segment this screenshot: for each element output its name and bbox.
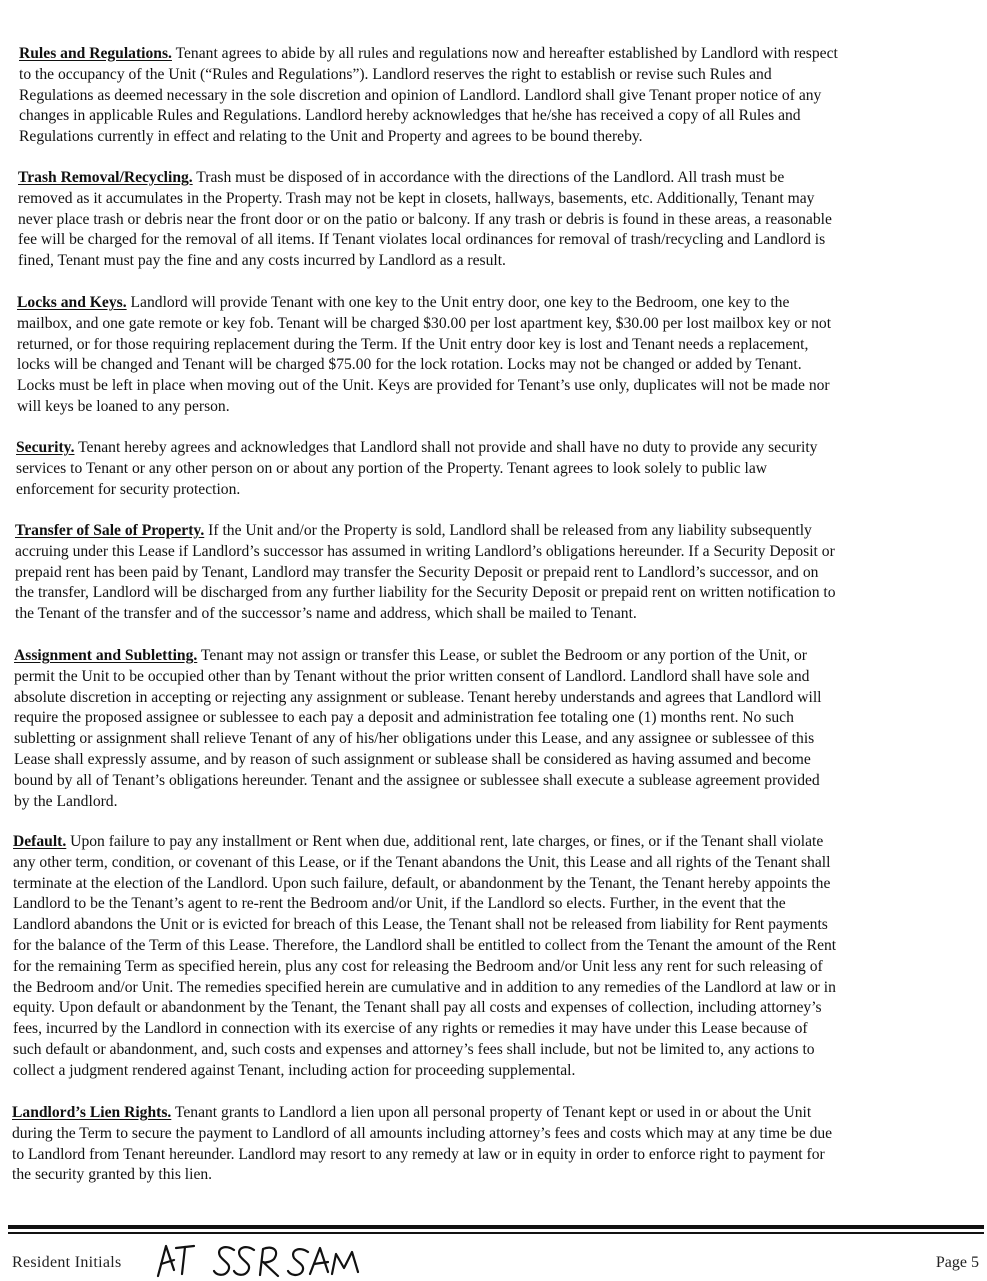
- paragraph-text: Upon failure to pay any installment or Rent when due, additional rent, late charges, or fines, or if the Tenant shall violate: [66, 833, 824, 850]
- paragraph-line: the security granted by this lien.: [12, 1166, 213, 1184]
- paragraph-line: absolute discretion in accepting or rejecting any assignment or sublease. Tenant hereby understands and agrees that Landlord will: [14, 688, 822, 706]
- footer-divider-thin: [8, 1232, 984, 1234]
- section-heading: Default.: [13, 833, 67, 850]
- paragraph-text: Tenant agrees to abide by all rules and regulations now and hereafter established by Landlord with respect: [171, 45, 838, 62]
- section-heading: Locks and Keys.: [17, 294, 127, 311]
- section-heading: Rules and Regulations.: [19, 45, 172, 62]
- paragraph-line: subletting or assignment shall relieve Tenant of any of his/her obligations under this Lease, and any assignee or sublessee of this: [14, 730, 815, 748]
- paragraph-line: Locks must be left in place when moving out of the Unit. Keys are provided for Tenant’s use only, duplicates will not be made nor: [17, 377, 830, 395]
- page-number: Page 5: [935, 1254, 979, 1271]
- paragraph-line: the Tenant of the transfer and of the successor’s name and address, which shall be mailed to Tenant.: [15, 605, 637, 623]
- paragraph-line: fees, incurred by the Landlord in connection with its exercise of any rights or remedies it may have under this Lease because of: [13, 1020, 808, 1038]
- paragraph-line: during the Term to secure the payment to Landlord of all amounts including attorney’s fees and costs which may at any time be due: [12, 1124, 833, 1142]
- section-default: [13, 832, 836, 1082]
- paragraph-line: to the occupancy of the Unit (“Rules and Regulations”). Landlord reserves the right to establish or revise such Rules and: [19, 65, 772, 83]
- paragraph-line: Regulations as deemed necessary in the sole discretion and opinion of Landlord. Landlord shall give Tenant proper notice of any: [19, 86, 822, 104]
- paragraph-line: prepaid rent has been paid by Tenant, Landlord may transfer the Security Deposit or prepaid rent to Landlord’s successor, and on: [15, 563, 819, 581]
- section-first-line: [17, 293, 831, 314]
- paragraph-line: the Bedroom and/or Unit. The remedies specified herein are cumulative and in addition to any remedies of the Landlord at law or in: [13, 978, 836, 996]
- paragraph-text: Trash must be disposed of in accordance with the directions of the Landlord. All trash must be: [192, 169, 785, 186]
- section-transfer-of-sale: [15, 521, 836, 625]
- section-heading: Landlord’s Lien Rights.: [12, 1104, 172, 1121]
- section-first-line: [19, 44, 838, 65]
- paragraph-line: removed as it accumulates in the Property. Trash may not be kept in closets, hallways, basements, etc. Additionally, Tenant may: [18, 189, 815, 207]
- section-heading: Assignment and Subletting.: [14, 647, 198, 664]
- paragraph-line: locks will be changed and Tenant will be charged $75.00 for the lock rotation. Locks may not be changed or added by Tenant.: [17, 356, 802, 374]
- paragraph-line: equity. Upon default or abandonment by the Tenant, the Tenant shall pay all costs and expenses of collection, including attorney’s: [13, 999, 822, 1017]
- paragraph-line: Lease shall expressly assume, and by reason of such assignment or sublease shall be considered as having assumed and become: [14, 750, 811, 768]
- paragraph-text: Landlord will provide Tenant with one key to the Unit entry door, one key to the Bedroom, one key to the: [126, 294, 790, 311]
- paragraph-line: Regulations currently in effect and relating to the Unit and Property and agrees to be bound thereby.: [19, 128, 643, 146]
- footer-divider-thick: [8, 1225, 984, 1229]
- paragraph-line: terminate at the election of the Landlord. Upon such failure, default, or abandonment by the Tenant, the Tenant hereby appoints the: [13, 874, 831, 892]
- section-first-line: [12, 1103, 832, 1124]
- section-first-line: [18, 168, 832, 189]
- paragraph-line: changes in applicable Rules and Regulations. Landlord hereby acknowledges that he/she has received a copy of all Rules and: [19, 107, 801, 125]
- paragraph-line: fee will be charged for the removal of all items. If Tenant violates local ordinances for removal of trash/recycling and Landlord is: [18, 231, 826, 249]
- section-rules-and-regulations: [19, 44, 838, 148]
- section-first-line: [14, 646, 822, 667]
- paragraph-line: for the balance of the Term of this Lease. Therefore, the Landlord shall be entitled to collect from the Tenant the amount of the Rent: [13, 936, 837, 954]
- section-first-line: [15, 521, 836, 542]
- paragraph-line: permit the Unit to be occupied other than by Tenant without the prior written consent of Landlord. Landlord shall have sole and: [14, 667, 810, 685]
- section-assignment-and-subletting: [14, 646, 822, 812]
- section-landlords-lien-rights: [12, 1103, 832, 1186]
- paragraph-line: will keys be loaned to any person.: [17, 397, 230, 415]
- section-heading: Trash Removal/Recycling.: [18, 169, 193, 186]
- paragraph-text: Tenant hereby agrees and acknowledges that Landlord shall not provide and shall have no duty to provide any security: [74, 439, 818, 456]
- paragraph-line: services to Tenant or any other person on or about any portion of the Property. Tenant agrees to look solely to public law: [16, 459, 768, 477]
- paragraph-line: the transfer, Landlord will be discharged from any further liability for the Security Deposit or prepaid rent on written notification to: [15, 584, 836, 602]
- section-first-line: [13, 832, 836, 853]
- paragraph-line: Landlord abandons the Unit or is evicted for breach of this Lease, the Tenant shall not be released from liability for Rent payments: [13, 916, 828, 934]
- paragraph-text: Tenant grants to Landlord a lien upon all personal property of Tenant kept or used in or about the Unit: [171, 1104, 812, 1121]
- paragraph-line: mailbox, and one gate remote or key fob. Tenant will be charged $30.00 per lost apartment key, $30.00 per lost mailbox key or not: [17, 314, 832, 332]
- paragraph-line: fined, Tenant must pay the fine and any costs incurred by Landlord as a result.: [18, 252, 506, 270]
- paragraph-line: Landlord to be the Tenant’s agent to re-rent the Bedroom and/or Unit, if the Landlord so elects. Further, in the event that the: [13, 895, 786, 913]
- paragraph-line: any other term, condition, or covenant of this Lease, or if the Tenant abandons the Unit, this Lease and all rights of the Tenant shall: [13, 853, 831, 871]
- paragraph-line: require the proposed assignee or sublessee to each pay a deposit and administration fee totaling one (1) months rent. No such: [14, 709, 794, 727]
- section-heading: Transfer of Sale of Property.: [15, 522, 205, 539]
- section-heading: Security.: [16, 439, 75, 456]
- paragraph-line: accruing under this Lease if Landlord’s successor has assumed in writing Landlord’s obligations hereunder. If a Security Deposit or: [15, 542, 835, 560]
- paragraph-line: such default or abandonment, and, such costs and expenses and attorney’s fees shall include, but not be limited to, any actions to: [13, 1040, 815, 1058]
- paragraph-line: for the remaining Term as specified herein, plus any cost for releasing the Bedroom and/or Unit less any rent for such releasing of: [13, 957, 823, 975]
- paragraph-line: bound by all of Tenant’s obligations hereunder. Tenant and the assignee or sublessee shall execute a sublease agreement provided: [14, 771, 820, 789]
- paragraph-line: by the Landlord.: [14, 792, 118, 810]
- paragraph-text: If the Unit and/or the Property is sold, Landlord shall be released from any liability subsequently: [204, 522, 812, 539]
- paragraph-line: never place trash or debris near the front door or on the patio or balcony. If any trash or debris is found in these areas, a reasonable: [18, 210, 832, 228]
- paragraph-line: collect a judgment rendered against Tenant, including action for proceeding supplemental.: [13, 1061, 576, 1079]
- section-security: [16, 438, 817, 500]
- section-first-line: [16, 438, 817, 459]
- handwritten-initials: [150, 1240, 370, 1281]
- section-locks-and-keys: [17, 293, 831, 418]
- paragraph-line: returned, or for those requiring replacement during the Term. If the Unit entry door key is lost and Tenant needs a replacement,: [17, 335, 809, 353]
- paragraph-line: enforcement for security protection.: [16, 480, 241, 498]
- paragraph-text: Tenant may not assign or transfer this Lease, or sublet the Bedroom or any portion of the Unit, or: [197, 647, 807, 664]
- paragraph-line: to Landlord from Tenant hereunder. Landlord may resort to any remedy at law or in equity in order to enforce right to payment for: [12, 1145, 825, 1163]
- resident-initials-label: Resident Initials: [12, 1254, 122, 1271]
- section-trash-removal: [18, 168, 832, 272]
